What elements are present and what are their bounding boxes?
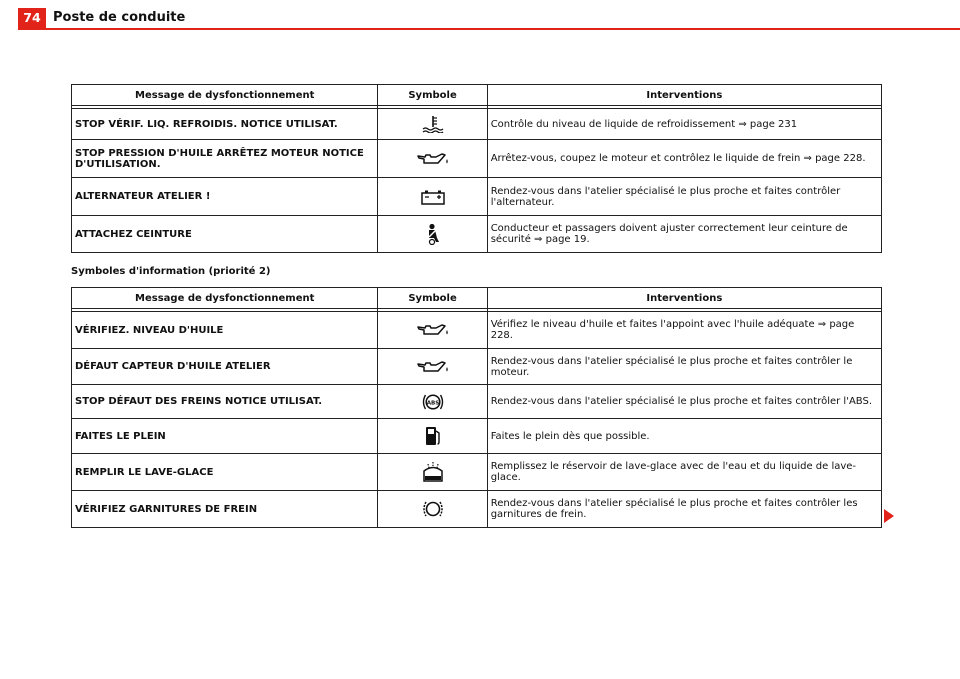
- row-message: STOP PRESSION D'HUILE ARRÊTEZ MOTEUR NOTICE D'UTILISATION.: [72, 140, 378, 178]
- table-header-row: [72, 85, 882, 106]
- washer-fluid-icon: [421, 461, 445, 483]
- row-message: STOP VÉRIF. LIQ. REFROIDIS. NOTICE UTILISAT.: [72, 109, 378, 140]
- table-header-row: [72, 288, 882, 309]
- next-page-arrow-icon[interactable]: [884, 509, 894, 523]
- seatbelt-icon: [423, 223, 443, 245]
- row-intervention: Rendez-vous dans l'atelier spécialisé le plus proche et faites contrôler les garnitures de frein.: [487, 491, 881, 528]
- row-symbol: [378, 349, 487, 385]
- table-row: [72, 312, 882, 349]
- battery-icon: [420, 189, 446, 205]
- row-message: ALTERNATEUR ATELIER !: [72, 178, 378, 216]
- page-header: [0, 0, 960, 30]
- oil-can-icon: [416, 151, 450, 167]
- table-row: [72, 454, 882, 491]
- row-intervention: Arrêtez-vous, coupez le moteur et contrôlez le liquide de frein ⇒ page 228.: [487, 140, 881, 178]
- table-row: [72, 385, 882, 419]
- column-header-interventions: Interventions: [487, 85, 881, 106]
- row-message: REMPLIR LE LAVE-GLACE: [72, 454, 378, 491]
- row-message: VÉRIFIEZ GARNITURES DE FREIN: [72, 491, 378, 528]
- page-title: Poste de conduite: [53, 10, 186, 25]
- page-number: 74: [18, 8, 46, 28]
- column-header-message: Message de dysfonctionnement: [72, 288, 378, 309]
- table-row: [72, 178, 882, 216]
- brake-pad-icon: [421, 498, 445, 520]
- malfunction-table: [71, 84, 882, 253]
- row-intervention: Remplissez le réservoir de lave-glace avec de l'eau et du liquide de lave-glace.: [487, 454, 881, 491]
- section-title: Symboles d'information (priorité 2): [71, 266, 271, 277]
- abs-icon: [421, 392, 445, 412]
- oil-can-icon: [416, 322, 450, 338]
- fuel-icon: [424, 425, 442, 447]
- oil-can-icon: [416, 359, 450, 375]
- row-message: FAITES LE PLEIN: [72, 419, 378, 454]
- row-intervention: Contrôle du niveau de liquide de refroidissement ⇒ page 231: [487, 109, 881, 140]
- abs-label: ABS: [426, 399, 439, 406]
- column-header-symbol: Symbole: [378, 85, 487, 106]
- column-header-message: Message de dysfonctionnement: [72, 85, 378, 106]
- row-message: VÉRIFIEZ. NIVEAU D'HUILE: [72, 312, 378, 349]
- coolant-icon: [420, 115, 446, 133]
- row-intervention: Vérifiez le niveau d'huile et faites l'appoint avec l'huile adéquate ⇒ page 228.: [487, 312, 881, 349]
- row-intervention: Rendez-vous dans l'atelier spécialisé le plus proche et faites contrôler l'alternateur.: [487, 178, 881, 216]
- table-row: [72, 349, 882, 385]
- row-symbol: [378, 216, 487, 253]
- row-intervention: Rendez-vous dans l'atelier spécialisé le plus proche et faites contrôler l'ABS.: [487, 385, 881, 419]
- row-intervention: Rendez-vous dans l'atelier spécialisé le plus proche et faites contrôler le moteur.: [487, 349, 881, 385]
- column-header-symbol: Symbole: [378, 288, 487, 309]
- row-symbol: [378, 454, 487, 491]
- row-symbol: [378, 491, 487, 528]
- row-message: STOP DÉFAUT DES FREINS NOTICE UTILISAT.: [72, 385, 378, 419]
- row-symbol: [378, 109, 487, 140]
- row-symbol: [378, 178, 487, 216]
- table-row: [72, 491, 882, 528]
- row-symbol: [378, 140, 487, 178]
- row-intervention: Faites le plein dès que possible.: [487, 419, 881, 454]
- header-rule: [18, 28, 960, 30]
- row-symbol: [378, 419, 487, 454]
- table-row: [72, 419, 882, 454]
- table-row: [72, 109, 882, 140]
- table-row: [72, 140, 882, 178]
- row-message: DÉFAUT CAPTEUR D'HUILE ATELIER: [72, 349, 378, 385]
- table-row: [72, 216, 882, 253]
- row-message: ATTACHEZ CEINTURE: [72, 216, 378, 253]
- column-header-interventions: Interventions: [487, 288, 881, 309]
- information-table: [71, 287, 882, 528]
- row-symbol: [378, 312, 487, 349]
- row-symbol: [378, 385, 487, 419]
- row-intervention: Conducteur et passagers doivent ajuster correctement leur ceinture de sécurité ⇒ page 19.: [487, 216, 881, 253]
